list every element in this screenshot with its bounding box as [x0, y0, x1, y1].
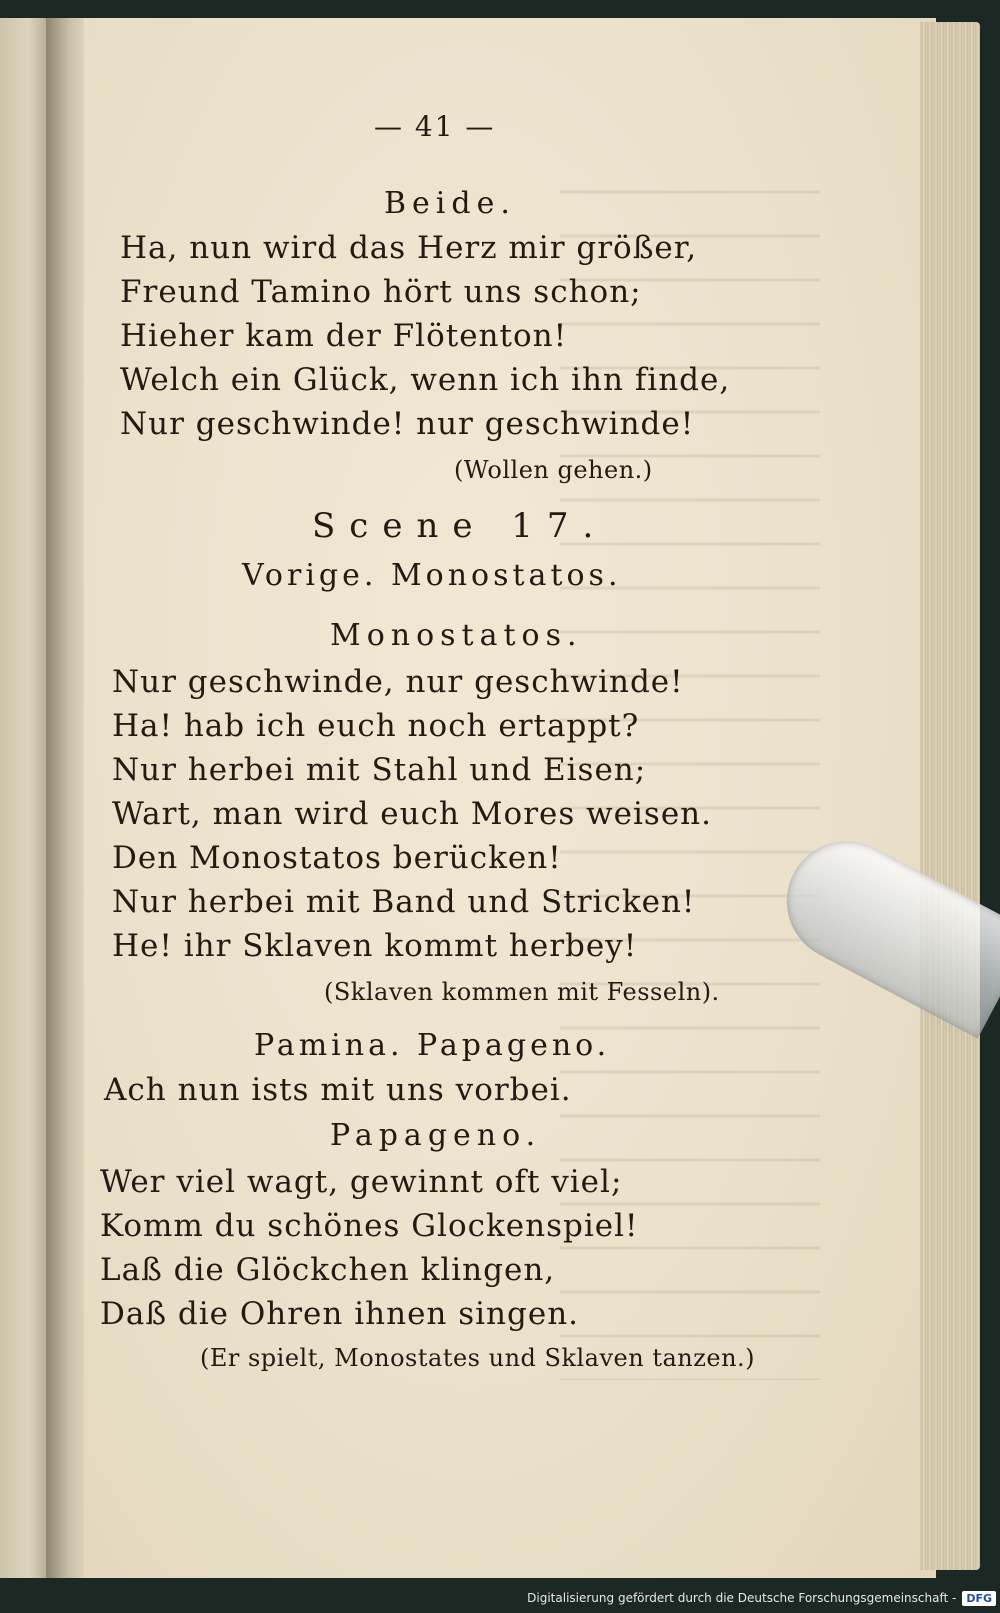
verse-line: Ha! hab ich euch noch ertappt? — [112, 708, 640, 744]
speaker-heading: Pamina. Papageno. — [254, 1028, 611, 1063]
credit-text: Digitalisierung gefördert durch die Deutsche Forschungsgemeinschaft - — [527, 1591, 957, 1605]
speaker-heading: Monostatos. — [330, 618, 583, 653]
verse-line: Nur herbei mit Stahl und Eisen; — [112, 752, 647, 788]
verse-line: Ha, nun wird das Herz mir größer, — [120, 230, 698, 266]
left-page-edge — [0, 18, 48, 1578]
verse-line: Komm du schönes Glockenspiel! — [100, 1208, 639, 1244]
speaker-heading: Beide. — [384, 186, 516, 221]
verse-line: Wer viel wagt, gewinnt oft viel; — [100, 1164, 623, 1200]
verse-line: Den Monostatos berücken! — [112, 840, 562, 876]
verse-line: Nur geschwinde, nur geschwinde! — [112, 664, 684, 700]
verse-line: Ach nun ists mit uns vorbei. — [104, 1072, 572, 1108]
speaker-heading: Papageno. — [330, 1118, 542, 1153]
digitization-credit — [527, 1585, 996, 1611]
page-number: — 41 — — [374, 110, 496, 143]
verse-line: Welch ein Glück, wenn ich ihn finde, — [120, 362, 731, 398]
verse-line: He! ihr Sklaven kommt herbey! — [112, 928, 638, 964]
page-text — [84, 18, 936, 1578]
stage-direction: (Sklaven kommen mit Fesseln). — [324, 978, 720, 1006]
verse-line: Freund Tamino hört uns schon; — [120, 274, 642, 310]
stage-direction: (Wollen gehen.) — [454, 456, 653, 484]
verse-line: Daß die Ohren ihnen singen. — [100, 1296, 580, 1332]
stage-direction: (Er spielt, Monostates und Sklaven tanzen.) — [200, 1344, 756, 1372]
book-gutter — [46, 18, 88, 1578]
verse-line: Hieher kam der Flötenton! — [120, 318, 568, 354]
dfg-logo: DFG — [962, 1591, 996, 1606]
scene-characters: Vorige. Monostatos. — [242, 558, 622, 593]
verse-line: Laß die Glöckchen klingen, — [100, 1252, 556, 1288]
verse-line: Nur geschwinde! nur geschwinde! — [120, 406, 695, 442]
scene-title: Scene 17. — [312, 506, 608, 546]
verse-line: Wart, man wird euch Mores weisen. — [112, 796, 712, 832]
verse-line: Nur herbei mit Band und Stricken! — [112, 884, 696, 920]
